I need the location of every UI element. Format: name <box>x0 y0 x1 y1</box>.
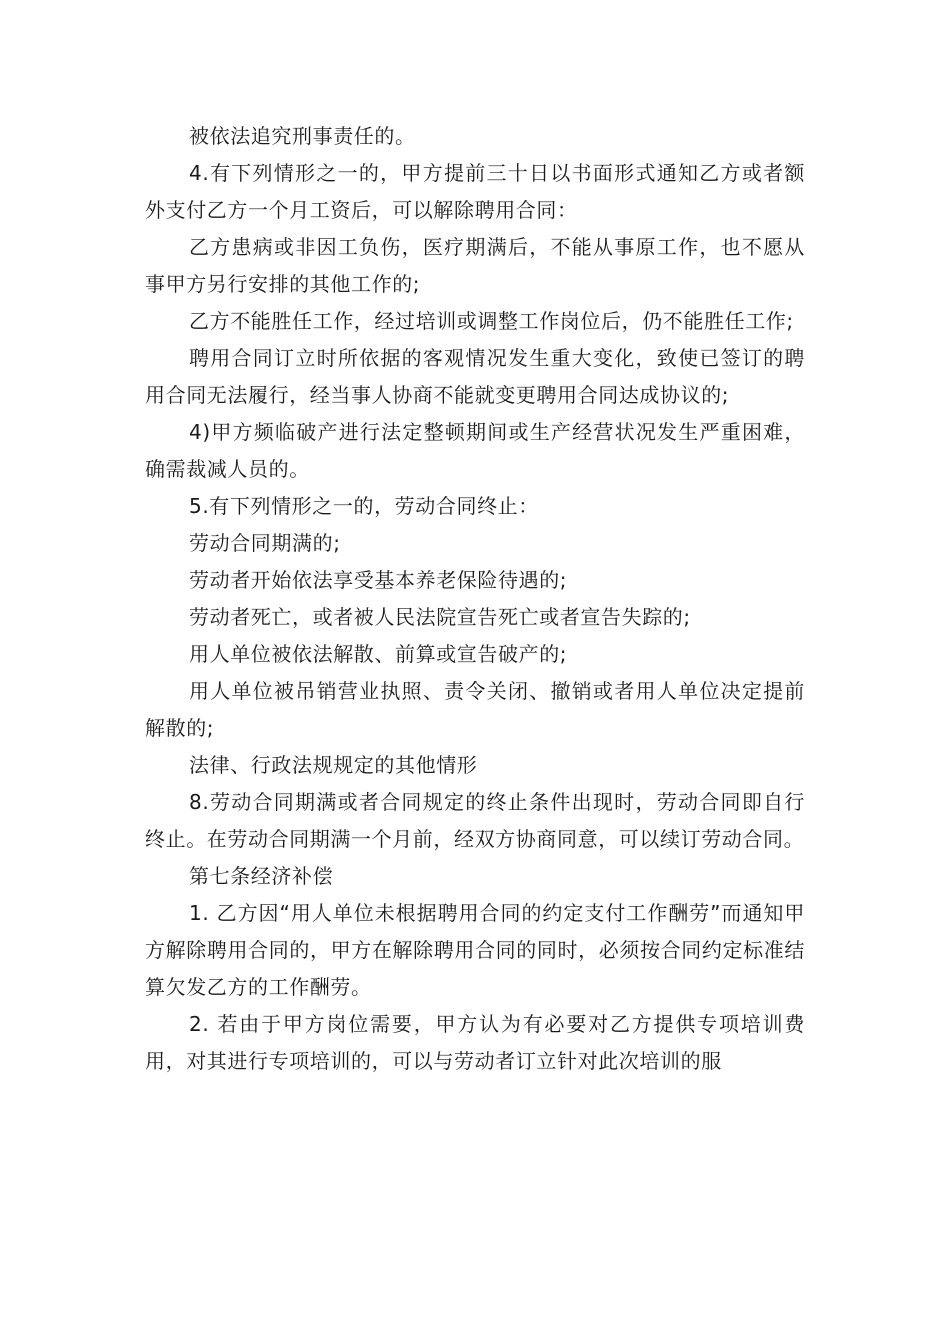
paragraph: 乙方不能胜任工作，经过培训或调整工作岗位后，仍不能胜任工作; <box>189 309 794 333</box>
paragraph: 法律、行政法规规定的其他情形 <box>189 753 478 777</box>
paragraph: 劳动合同期满的; <box>189 531 341 555</box>
paragraph: 1. 乙方因“用人单位未根据聘用合同的约定支付工作酬劳”而通知甲方解除聘用合同的，甲方在解除聘用合同的同时，必须按合同约定标准结算欠发乙方的工作酬劳。 <box>145 901 805 999</box>
paragraph: 5.有下列情形之一的，劳动合同终止： <box>189 494 539 518</box>
paragraph: 劳动者死亡，或者被人民法院宣告死亡或者宣告失踪的; <box>189 605 691 629</box>
paragraph: 劳动者开始依法享受基本养老保险待遇的; <box>189 568 568 592</box>
paragraph: 聘用合同订立时所依据的客观情况发生重大变化，致使已签订的聘用合同无法履行，经当事人协商不能就变更聘用合同达成协议的; <box>145 346 805 407</box>
paragraph: 乙方患病或非因工负伤，医疗期满后，不能从事原工作，也不愿从事甲方另行安排的其他工作的; <box>145 235 805 296</box>
paragraph: 2. 若由于甲方岗位需要，甲方认为有必要对乙方提供专项培训费用，对其进行专项培训的，可以与劳动者订立针对此次培训的服 <box>145 1012 805 1073</box>
paragraph: 4)甲方频临破产进行法定整顿期间或生产经营状况发生严重困难，确需裁减人员的。 <box>145 420 805 481</box>
paragraph: 8.劳动合同期满或者合同规定的终止条件出现时，劳动合同即自行终止。在劳动合同期满一个月前，经双方协商同意，可以续订劳动合同。 <box>145 790 805 851</box>
paragraph: 被依法追究刑事责任的。 <box>189 124 416 148</box>
paragraph: 用人单位被吊销营业执照、责令关闭、撤销或者用人单位决定提前解散的; <box>145 679 805 740</box>
document-body <box>145 118 805 1080</box>
paragraph: 用人单位被依法解散、前算或宣告破产的; <box>189 642 568 666</box>
section-heading: 第七条经济补偿 <box>189 864 334 888</box>
paragraph: 4.有下列情形之一的，甲方提前三十日以书面形式通知乙方或者额外支付乙方一个月工资后，可以解除聘用合同： <box>145 161 805 222</box>
